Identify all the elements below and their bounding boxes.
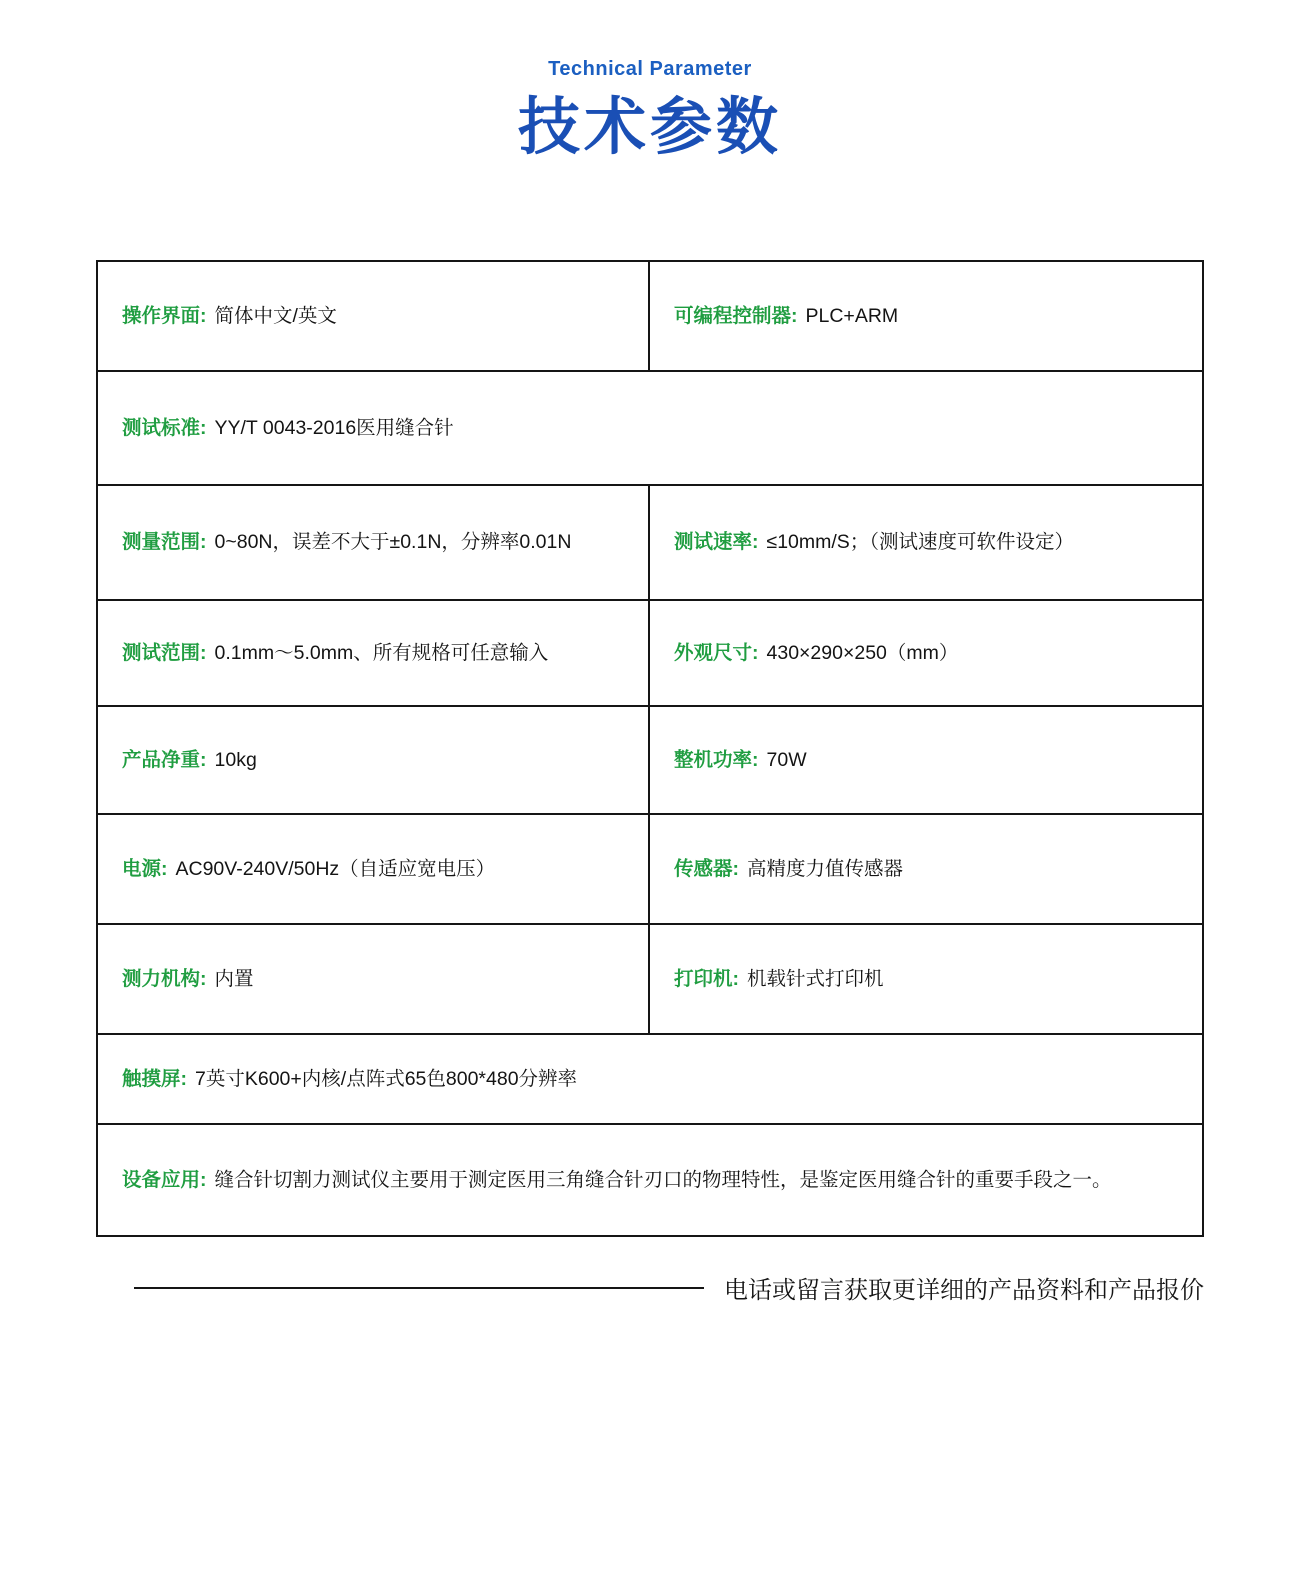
spec-cell (650, 925, 1202, 1033)
table-row (98, 1125, 1202, 1235)
table-row (98, 372, 1202, 486)
spec-value: 70W (766, 748, 807, 771)
page-footer (0, 1270, 1300, 1305)
spec-cell (98, 925, 650, 1033)
spec-label: 设备应用: (122, 1168, 207, 1191)
spec-cell (98, 486, 650, 599)
spec-value: ≤10mm/S；（测试速度可软件设定） (766, 531, 1075, 554)
spec-value: 内置 (214, 967, 254, 990)
spec-value: 简体中文/英文 (214, 304, 337, 327)
spec-label: 可编程控制器: (674, 304, 798, 327)
spec-label: 产品净重: (122, 748, 207, 771)
spec-label: 测力机构: (122, 967, 207, 990)
spec-cell (98, 1125, 1202, 1235)
table-row (98, 262, 1202, 372)
spec-value: 0~80N，误差不大于±0.1N，分辨率0.01N (214, 531, 572, 554)
spec-value: 机载针式打印机 (747, 967, 884, 990)
page-header (0, 0, 1300, 160)
spec-cell (650, 262, 1202, 370)
spec-value: YY/T 0043-2016医用缝合针 (214, 416, 454, 439)
spec-label: 测试范围: (122, 641, 207, 664)
spec-value: 缝合针切割力测试仪主要用于测定医用三角缝合针刃口的物理特性，是鉴定医用缝合针的重要手段之一。 (214, 1168, 1112, 1191)
spec-label: 测试标准: (122, 416, 207, 439)
footer-divider (134, 1287, 704, 1289)
spec-cell (98, 1035, 1202, 1123)
spec-label: 传感器: (674, 857, 739, 880)
spec-label: 电源: (122, 857, 168, 880)
spec-value: 0.1mm～5.0mm、所有规格可任意输入 (214, 641, 549, 664)
table-row (98, 1035, 1202, 1125)
spec-cell (650, 707, 1202, 813)
spec-value: PLC+ARM (805, 304, 899, 327)
spec-cell (98, 601, 650, 705)
page-title: 技术参数 (517, 93, 782, 162)
table-row (98, 601, 1202, 707)
spec-cell (98, 815, 650, 923)
spec-cell (650, 486, 1202, 599)
table-row (98, 925, 1202, 1035)
spec-label: 测量范围: (122, 531, 207, 554)
table-row (98, 707, 1202, 815)
table-row (98, 486, 1202, 601)
spec-value: 10kg (214, 748, 257, 771)
spec-label: 整机功率: (674, 748, 759, 771)
spec-cell (98, 372, 1202, 484)
spec-label: 打印机: (674, 967, 739, 990)
spec-cell (650, 815, 1202, 923)
page-subtitle-en: Technical Parameter (548, 58, 752, 80)
spec-value: AC90V-240V/50Hz（自适应宽电压） (175, 857, 496, 880)
spec-cell (98, 262, 650, 370)
spec-value: 7英寸K600+内核/点阵式65色800*480分辨率 (195, 1067, 578, 1090)
spec-cell (650, 601, 1202, 705)
spec-table (96, 260, 1204, 1237)
spec-label: 外观尺寸: (674, 641, 759, 664)
spec-label: 测试速率: (674, 531, 759, 554)
spec-value: 430×290×250（mm） (766, 641, 959, 664)
table-row (98, 815, 1202, 925)
spec-label: 触摸屏: (122, 1067, 187, 1090)
spec-label: 操作界面: (122, 304, 207, 327)
footer-note: 电话或留言获取更详细的产品资料和产品报价 (724, 1277, 1204, 1304)
spec-cell (98, 707, 650, 813)
spec-value: 高精度力值传感器 (747, 857, 904, 880)
